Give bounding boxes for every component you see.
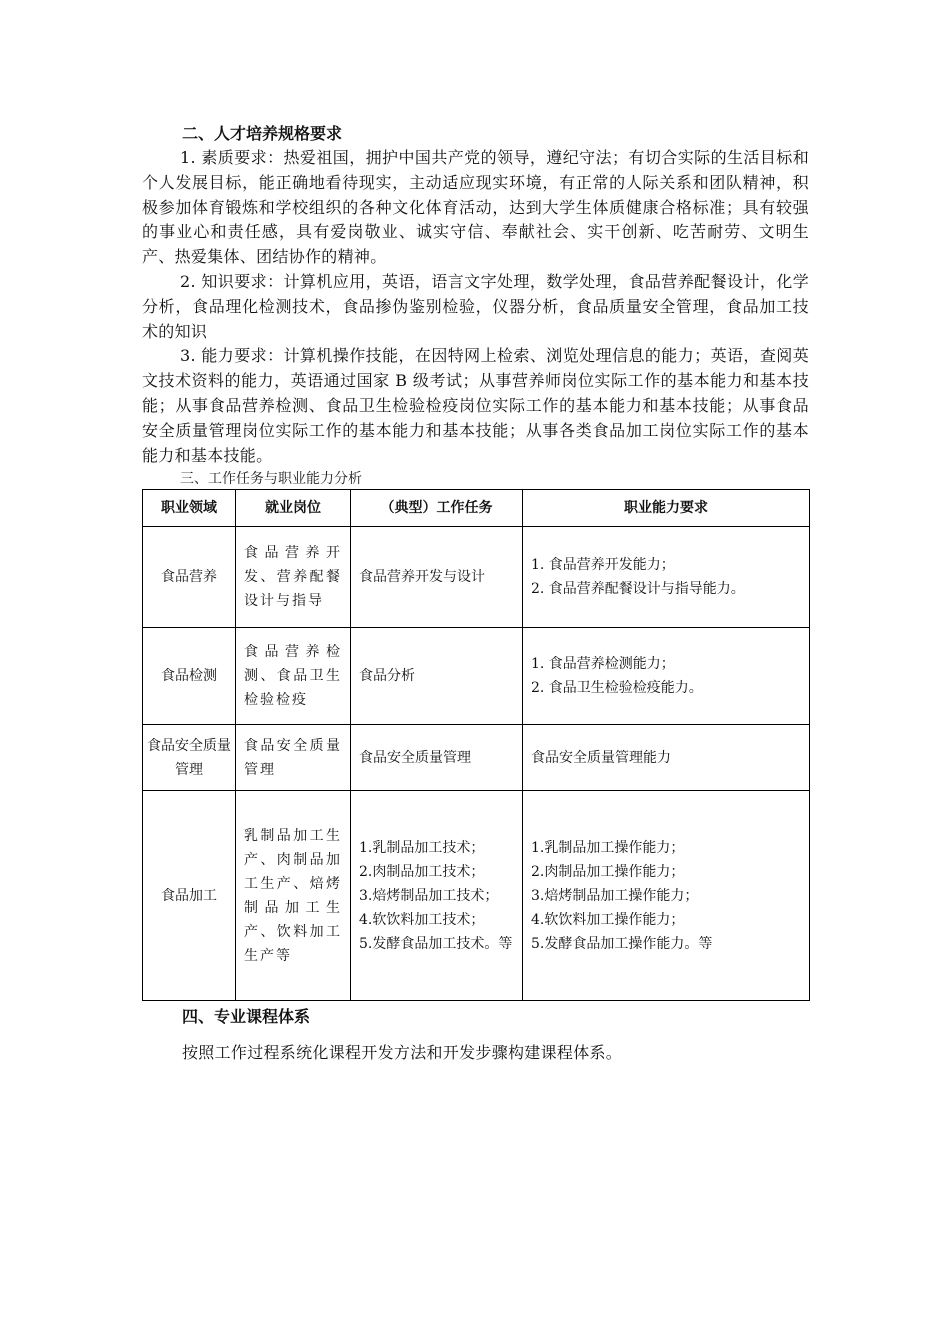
task-ability-table [142, 489, 810, 1001]
section-4-title: 四、专业课程体系 [182, 1007, 311, 1027]
section-2-title: 二、人才培养规格要求 [182, 124, 343, 143]
table-row [143, 527, 810, 628]
row-ability [523, 725, 810, 791]
table-row [143, 725, 810, 791]
ability-line: 2. 食品卫生检验检疫能力。 [531, 680, 703, 697]
row-ability [523, 628, 810, 725]
table-row [143, 628, 810, 725]
ability-line: 2.肉制品加工操作能力； [531, 863, 685, 880]
row-task [351, 527, 523, 628]
task-line: 1.乳制品加工技术； [359, 839, 485, 856]
row-ability [523, 527, 810, 628]
row-post: 乳制品加工生产、肉制品加工生产、焙烤制品加工生产、饮料加工生产等 [236, 791, 351, 1001]
task-line: 食品安全质量管理 [359, 749, 471, 766]
ability-requirements: 3. 能力要求：计算机操作技能，在因特网上检索、浏览处理信息的能力；英语，查阅英文技术资料的能力，英语通过国家 B 级考试；从事营养师岗位实际工作的基本能力和基本技能；从事食品营养检测、食品卫生检验检疫岗位实际工作的基本能力和基本技能；从事食品安全质量管理岗位实际工作的基本能力和基本技能；从事各类食品加工岗位实际工作的基本能力和基本技能。 [142, 346, 809, 465]
task-line: 2.肉制品加工技术； [359, 863, 485, 880]
table-row [143, 791, 810, 1001]
row-post: 食品营养开发、营养配餐设计与指导 [236, 527, 351, 628]
ability-line: 3.焙烤制品加工操作能力； [531, 887, 699, 904]
quality-requirements: 1. 素质要求：热爱祖国，拥护中国共产党的领导，遵纪守法；有切合实际的生活目标和个人发展目标，能正确地看待现实，主动适应现实环境，有正常的人际关系和团队精神，积极参加体育锻炼和学校组织的各种文化体育活动，达到大学生体质健康合格标准；具有较强的事业心和责任感，具有爱岗敬业、诚实守信、奉献社会、实干创新、吃苦耐劳、文明生产、热爱集体、团结协作的精神。 [142, 148, 809, 267]
row-domain: 食品营养 [143, 527, 236, 628]
task-line: 4.软饮料加工技术； [359, 911, 485, 928]
ability-line: 1. 食品营养开发能力； [531, 557, 675, 574]
row-domain: 食品安全质量管理 [143, 725, 236, 791]
knowledge-requirements: 2. 知识要求：计算机应用，英语，语言文字处理，数学处理，食品营养配餐设计，化学分析，食品理化检测技术，食品掺伪鉴别检验，仪器分析，食品质量安全管理，食品加工技术的知识 [142, 271, 809, 341]
table-header-row [143, 490, 810, 527]
row-ability [523, 791, 810, 1001]
section-4-text: 按照工作过程系统化课程开发方法和开发步骤构建课程体系。 [182, 1043, 623, 1063]
row-task [351, 725, 523, 791]
row-task [351, 791, 523, 1001]
section-3-caption: 三、工作任务与职业能力分析 [180, 471, 362, 488]
document-page [142, 122, 809, 1065]
row-post: 食品安全质量管理 [236, 725, 351, 791]
task-line: 食品分析 [359, 668, 415, 685]
ability-line: 5.发酵食品加工操作能力。等 [531, 935, 713, 952]
row-domain: 食品检测 [143, 628, 236, 725]
header-ability: 职业能力要求 [523, 490, 810, 527]
ability-line: 1. 食品营养检测能力； [531, 656, 675, 673]
task-line: 5.发酵食品加工技术。等 [359, 935, 513, 952]
ability-line: 食品安全质量管理能力 [531, 749, 671, 766]
task-line: 3.焙烤制品加工技术； [359, 887, 499, 904]
ability-line: 2. 食品营养配餐设计与指导能力。 [531, 581, 745, 598]
row-task [351, 628, 523, 725]
task-line: 食品营养开发与设计 [359, 569, 485, 586]
header-domain: 职业领域 [143, 490, 236, 527]
header-task: （典型）工作任务 [351, 490, 523, 527]
row-domain: 食品加工 [143, 791, 236, 1001]
ability-line: 1.乳制品加工操作能力； [531, 839, 685, 856]
row-post: 食品营养检测、食品卫生检验检疫 [236, 628, 351, 725]
ability-line: 4.软饮料加工操作能力； [531, 911, 685, 928]
header-post: 就业岗位 [236, 490, 351, 527]
